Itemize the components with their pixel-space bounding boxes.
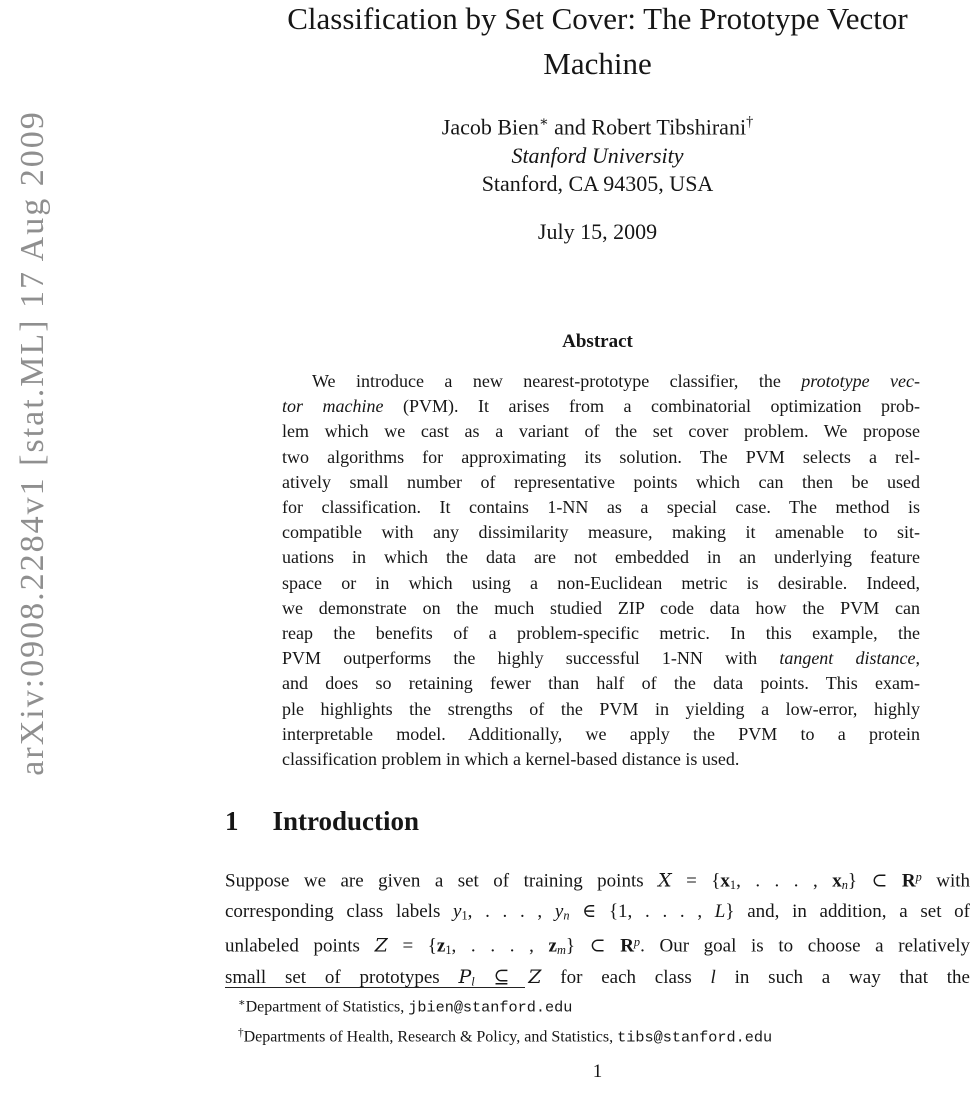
text-segment: Suppose we are given a set of training points xyxy=(225,870,659,892)
text-segment: prototype vec- xyxy=(801,371,920,391)
text-line xyxy=(282,445,920,470)
text-line xyxy=(282,697,920,722)
text-line xyxy=(225,929,970,964)
text-segment: 1 xyxy=(461,908,468,923)
text-line xyxy=(282,646,920,671)
footnote-marker: ∗ xyxy=(238,997,246,1009)
text-segment: z xyxy=(548,935,557,957)
text-segment: Z xyxy=(374,934,388,957)
text-segment: m xyxy=(556,943,566,958)
text-segment: (PVM). It arises from a combinatorial optimization prob- xyxy=(383,396,920,417)
author-1: Jacob Bien xyxy=(441,114,539,140)
text-segment: ple highlights the strengths of the PVM in yielding a low-error, highly xyxy=(282,698,920,719)
text-line xyxy=(282,671,920,696)
text-segment: = { xyxy=(387,935,437,957)
text-segment: P xyxy=(458,965,472,988)
text-segment: tor machine xyxy=(282,396,384,417)
authors-line xyxy=(225,108,970,142)
text-segment: p xyxy=(633,935,641,950)
text-segment: with xyxy=(921,870,971,892)
title-line-1: Classification by Set Cover: The Prototype Vector xyxy=(287,1,908,36)
abstract-heading: Abstract xyxy=(562,331,633,352)
author-2-footnote-mark: † xyxy=(746,114,754,130)
text-segment: tibs@stanford.edu xyxy=(617,1028,773,1047)
text-line xyxy=(282,722,920,747)
text-line xyxy=(282,545,920,570)
text-segment: = { xyxy=(671,870,721,892)
text-segment: Z xyxy=(528,965,542,988)
text-segment: n xyxy=(563,908,570,923)
text-segment: lem which we cast as a variant of the set cover problem. We propose xyxy=(282,421,920,442)
text-segment: two algorithms for approximating its solution. The PVM selects a rel- xyxy=(282,446,920,467)
text-segment: y xyxy=(554,900,564,922)
text-segment: } ⊂ xyxy=(847,870,902,892)
text-segment: we demonstrate on the much studied ZIP code data how the PVM can xyxy=(282,597,920,618)
page-number: 1 xyxy=(592,1061,603,1082)
text-segment: uations in which the data are not embedded in an underlying feature xyxy=(282,547,920,568)
text-line xyxy=(282,495,920,520)
text-segment: for each class xyxy=(541,966,711,988)
text-segment: 1 xyxy=(729,878,737,893)
text-line xyxy=(282,621,920,646)
text-segment: , . . . , xyxy=(467,900,555,922)
footnote xyxy=(225,1021,970,1051)
footnote-marker: † xyxy=(238,1027,244,1040)
text-line xyxy=(225,864,970,899)
text-segment: Departments of Health, Research & Policy, and Statistics, xyxy=(243,1028,618,1046)
paper-title xyxy=(225,0,970,86)
text-segment: interpretable model. Additionally, we apply the PVM to a protein xyxy=(282,723,920,744)
text-line xyxy=(282,571,920,596)
date: July 15, 2009 xyxy=(537,219,658,244)
text-segment: ∈ {1, . . . , xyxy=(569,900,715,922)
text-line xyxy=(282,596,920,621)
text-segment: x xyxy=(832,870,842,892)
text-segment: R xyxy=(901,870,916,892)
text-segment: X xyxy=(658,869,672,892)
body-text xyxy=(225,864,970,995)
text-segment: , xyxy=(915,648,920,669)
footnote-rule xyxy=(225,987,525,988)
text-line xyxy=(225,899,970,929)
text-segment: } and, in addition, a set of xyxy=(725,900,971,922)
text-segment: classification problem in which a kernel-based distance is used. xyxy=(282,749,740,770)
text-segment: reap the benefits of a problem-specific metric. In this example, the xyxy=(282,623,920,644)
authors-conjunction: and xyxy=(548,114,592,140)
text-segment: PVM outperforms the highly successful 1-NN with xyxy=(282,648,780,669)
text-segment: p xyxy=(915,870,922,884)
text-segment: ⊆ xyxy=(474,966,529,988)
text-line xyxy=(282,394,920,419)
text-line xyxy=(282,369,920,394)
text-column xyxy=(225,0,970,1097)
text-segment: , . . . , xyxy=(736,870,833,892)
author-1-footnote-mark: ∗ xyxy=(538,114,549,130)
text-segment: R xyxy=(620,935,634,957)
text-segment: in such a way that the xyxy=(715,966,970,988)
text-line xyxy=(282,470,920,495)
text-segment: compatible with any dissimilarity measure, making it amenable to sit- xyxy=(282,522,920,543)
text-line xyxy=(282,747,920,772)
text-segment: corresponding class labels xyxy=(225,900,454,922)
text-segment: z xyxy=(436,935,446,957)
author-2: Robert Tibshirani xyxy=(591,114,747,140)
text-segment: x xyxy=(720,870,730,892)
text-segment: l xyxy=(710,966,716,988)
text-segment: n xyxy=(841,878,848,893)
title-line-2: Machine xyxy=(543,46,652,81)
abstract-text xyxy=(282,369,920,772)
text-segment: small set of prototypes xyxy=(225,966,459,988)
address: Stanford, CA 94305, USA xyxy=(481,171,714,197)
text-segment: L xyxy=(714,900,726,922)
footnotes xyxy=(225,991,970,1051)
text-segment: 1 xyxy=(445,943,452,958)
section-heading xyxy=(225,806,419,837)
text-segment: jbien@stanford.edu xyxy=(408,998,573,1017)
text-segment: Department of Statistics, xyxy=(245,998,409,1016)
text-segment: space or in which using a non-Euclidean metric is desirable. Indeed, xyxy=(282,572,920,593)
text-segment: l xyxy=(471,974,475,989)
text-segment: , . . . , xyxy=(451,935,549,957)
text-line xyxy=(282,520,920,545)
text-segment: We introduce a new nearest-prototype classifier, the xyxy=(312,371,802,391)
text-segment: . Our goal is to choose a relatively xyxy=(640,935,970,957)
text-segment: y xyxy=(453,900,462,922)
section-number: 1 xyxy=(225,806,239,836)
affiliation: Stanford University xyxy=(511,142,684,168)
footnote xyxy=(225,991,970,1021)
text-segment: and does so retaining fewer than half of the data points. This exam- xyxy=(282,673,920,694)
author-block xyxy=(225,108,970,199)
section-title: Introduction xyxy=(272,806,420,836)
text-segment: tangent distance xyxy=(779,648,916,669)
text-segment: unlabeled points xyxy=(225,935,375,957)
text-line xyxy=(282,419,920,444)
arxiv-watermark-text: arXiv:0908.2284v1 [stat.ML] 17 Aug 2009 xyxy=(14,110,51,776)
text-segment: for classification. It contains 1-NN as a special case. The method is xyxy=(282,497,920,518)
text-segment: } ⊂ xyxy=(565,935,621,957)
text-segment: atively small number of representative points which can then be used xyxy=(282,471,920,492)
